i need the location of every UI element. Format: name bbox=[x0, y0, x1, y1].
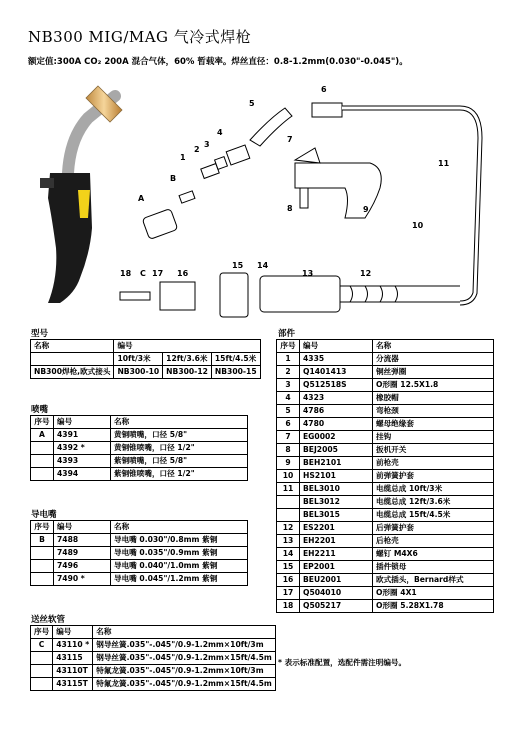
callout-18: 18 bbox=[120, 269, 132, 278]
parts-code: 4786 bbox=[300, 405, 373, 418]
parts-code: EG0002 bbox=[300, 431, 373, 444]
table-row bbox=[31, 560, 248, 573]
parts-table bbox=[276, 339, 494, 613]
liner-header-name: 名称 bbox=[93, 626, 276, 639]
table-row bbox=[277, 548, 494, 561]
table-row bbox=[277, 561, 494, 574]
callout-10: 10 bbox=[412, 221, 424, 230]
parts-code: EP2001 bbox=[300, 561, 373, 574]
nozzle-code: 4393 bbox=[54, 455, 111, 468]
parts-name: 挂钩 bbox=[373, 431, 494, 444]
page-title: NB300 MIG/MAG 气冷式焊枪 bbox=[28, 28, 252, 46]
parts-name: O形圈 4X1 bbox=[373, 587, 494, 600]
parts-idx: 2 bbox=[277, 366, 300, 379]
table-row bbox=[277, 535, 494, 548]
parts-code: BEL3012 bbox=[300, 496, 373, 509]
parts-idx: 16 bbox=[277, 574, 300, 587]
nozzle-header-code: 编号 bbox=[54, 416, 111, 429]
nozzle-idx bbox=[31, 442, 54, 455]
table-row bbox=[277, 600, 494, 613]
callout-4: 4 bbox=[217, 128, 223, 137]
parts-idx: 10 bbox=[277, 470, 300, 483]
parts-name: 电缆总成 15ft/4.5米 bbox=[373, 509, 494, 522]
liner-section-title: 送丝软管 bbox=[31, 615, 66, 625]
tip-header-idx: 序号 bbox=[31, 521, 54, 534]
parts-idx: 14 bbox=[277, 548, 300, 561]
callout-6: 6 bbox=[321, 85, 327, 94]
callout-B: B bbox=[170, 174, 177, 183]
parts-name: 电缆总成 10ft/3米 bbox=[373, 483, 494, 496]
parts-name: 前弹簧护套 bbox=[373, 470, 494, 483]
parts-idx: 9 bbox=[277, 457, 300, 470]
parts-name: O形圈 5.28X1.78 bbox=[373, 600, 494, 613]
liner-name: 钢导丝簧.035"-.045"/0.9-1.2mm×15ft/4.5m bbox=[93, 652, 276, 665]
parts-header-idx: 序号 bbox=[277, 340, 300, 353]
parts-code: 4780 bbox=[300, 418, 373, 431]
parts-idx bbox=[277, 509, 300, 522]
liner-idx bbox=[31, 665, 53, 678]
table-row bbox=[31, 652, 276, 665]
table-row bbox=[277, 496, 494, 509]
parts-code: BEL3015 bbox=[300, 509, 373, 522]
nozzle-header-name: 名称 bbox=[111, 416, 248, 429]
parts-code: BEJ2005 bbox=[300, 444, 373, 457]
callout-2: 2 bbox=[194, 145, 200, 154]
nozzle-code: 4391 bbox=[54, 429, 111, 442]
parts-code: EH2211 bbox=[300, 548, 373, 561]
table-row bbox=[277, 522, 494, 535]
tip-header-code: 编号 bbox=[54, 521, 111, 534]
parts-code: HS2101 bbox=[300, 470, 373, 483]
parts-code: 4323 bbox=[300, 392, 373, 405]
table-row bbox=[277, 418, 494, 431]
table-row bbox=[31, 665, 276, 678]
table-row bbox=[31, 547, 248, 560]
exploded-diagram bbox=[20, 78, 500, 318]
nozzle-idx bbox=[31, 468, 54, 481]
table-row bbox=[31, 534, 248, 547]
table-row bbox=[277, 444, 494, 457]
tip-name: 导电嘴 0.045"/1.2mm 紫铜 bbox=[111, 573, 248, 586]
callout-11: 11 bbox=[438, 159, 450, 168]
parts-name: 螺母绝缘套 bbox=[373, 418, 494, 431]
nozzle-idx: A bbox=[31, 429, 54, 442]
table-row bbox=[277, 587, 494, 600]
table-row bbox=[31, 468, 248, 481]
nozzle-name: 黄铜喷嘴，口径 5/8" bbox=[111, 429, 248, 442]
callout-14: 14 bbox=[257, 261, 269, 270]
parts-code: Q512518S bbox=[300, 379, 373, 392]
parts-idx: 15 bbox=[277, 561, 300, 574]
model-header-name: 名称 bbox=[31, 340, 114, 353]
parts-idx: 1 bbox=[277, 353, 300, 366]
table-row bbox=[277, 470, 494, 483]
callout-C: C bbox=[140, 269, 146, 278]
model-length-15: 15ft/4.5米 bbox=[211, 353, 260, 366]
parts-idx: 17 bbox=[277, 587, 300, 600]
parts-idx: 11 bbox=[277, 483, 300, 496]
table-row bbox=[31, 455, 248, 468]
model-code-12: NB300-12 bbox=[163, 366, 212, 379]
tip-code: 7490 * bbox=[54, 573, 111, 586]
parts-name: 插件锁母 bbox=[373, 561, 494, 574]
tip-idx bbox=[31, 573, 54, 586]
nozzle-name: 紫铜锥喷嘴，口径 1/2" bbox=[111, 468, 248, 481]
tip-code: 7496 bbox=[54, 560, 111, 573]
table-row bbox=[31, 442, 248, 455]
table-row bbox=[277, 431, 494, 444]
table-row bbox=[277, 509, 494, 522]
liner-name: 特氟龙簧.035"-.045"/0.9-1.2mm×10ft/3m bbox=[93, 665, 276, 678]
callout-16: 16 bbox=[177, 269, 189, 278]
tip-section-title: 导电嘴 bbox=[31, 510, 57, 520]
liner-name: 钢导丝簧.035"-.045"/0.9-1.2mm×10ft/3m bbox=[93, 639, 276, 652]
parts-idx: 4 bbox=[277, 392, 300, 405]
parts-name: 铜丝弹圈 bbox=[373, 366, 494, 379]
liner-header-code: 编号 bbox=[53, 626, 93, 639]
callout-A: A bbox=[138, 194, 145, 203]
parts-name: 前枪壳 bbox=[373, 457, 494, 470]
callout-13: 13 bbox=[302, 269, 314, 278]
liner-code: 43115T bbox=[53, 678, 93, 691]
table-row bbox=[277, 457, 494, 470]
table-row bbox=[277, 483, 494, 496]
tip-name: 导电嘴 0.040"/1.0mm 紫铜 bbox=[111, 560, 248, 573]
parts-idx: 5 bbox=[277, 405, 300, 418]
rating-line: 额定值:300A CO₂ 200A 混合气体，60% 暂载率。焊丝直径：0.8-1.2mm(0.030"-0.045")。 bbox=[28, 57, 408, 67]
nozzle-name: 紫铜喷嘴，口径 5/8" bbox=[111, 455, 248, 468]
liner-code: 43110T bbox=[53, 665, 93, 678]
parts-name: 弯枪颈 bbox=[373, 405, 494, 418]
callout-15: 15 bbox=[232, 261, 244, 270]
liner-code: 43110 * bbox=[53, 639, 93, 652]
parts-code: BEH2101 bbox=[300, 457, 373, 470]
tip-code: 7489 bbox=[54, 547, 111, 560]
table-row bbox=[277, 366, 494, 379]
model-code-15: NB300-15 bbox=[211, 366, 260, 379]
table-row bbox=[31, 678, 276, 691]
tip-idx bbox=[31, 560, 54, 573]
callout-5: 5 bbox=[249, 99, 255, 108]
callout-12: 12 bbox=[360, 269, 372, 278]
table-row bbox=[277, 392, 494, 405]
callout-17: 17 bbox=[152, 269, 164, 278]
callout-3: 3 bbox=[204, 140, 210, 149]
parts-code: ES2201 bbox=[300, 522, 373, 535]
parts-idx: 8 bbox=[277, 444, 300, 457]
parts-name: 橡胶帽 bbox=[373, 392, 494, 405]
parts-code: EH2201 bbox=[300, 535, 373, 548]
table-row bbox=[277, 405, 494, 418]
liner-code: 43115 bbox=[53, 652, 93, 665]
liner-header-idx: 序号 bbox=[31, 626, 53, 639]
parts-name: 分流器 bbox=[373, 353, 494, 366]
parts-code: BEU2001 bbox=[300, 574, 373, 587]
parts-name: 电缆总成 12ft/3.6米 bbox=[373, 496, 494, 509]
model-header-code: 编号 bbox=[114, 340, 260, 353]
liner-idx: C bbox=[31, 639, 53, 652]
parts-code: Q505217 bbox=[300, 600, 373, 613]
tip-table bbox=[30, 520, 248, 586]
callout-1: 1 bbox=[180, 153, 186, 162]
model-empty-cell bbox=[31, 353, 114, 366]
tip-code: 7488 bbox=[54, 534, 111, 547]
parts-code: Q504010 bbox=[300, 587, 373, 600]
table-row bbox=[31, 573, 248, 586]
table-row bbox=[31, 639, 276, 652]
nozzle-code: 4392 * bbox=[54, 442, 111, 455]
model-length-10: 10ft/3米 bbox=[114, 353, 163, 366]
footnote: * 表示标准配置，选配件需注明编号。 bbox=[278, 658, 407, 667]
parts-section-title: 部件 bbox=[278, 329, 296, 339]
parts-name: 扳机开关 bbox=[373, 444, 494, 457]
parts-code: Q1401413 bbox=[300, 366, 373, 379]
nozzle-idx bbox=[31, 455, 54, 468]
parts-idx: 7 bbox=[277, 431, 300, 444]
parts-code: BEL3010 bbox=[300, 483, 373, 496]
liner-name: 特氟龙簧.035"-.045"/0.9-1.2mm×15ft/4.5m bbox=[93, 678, 276, 691]
liner-idx bbox=[31, 652, 53, 665]
callout-8: 8 bbox=[287, 204, 293, 213]
parts-header-code: 编号 bbox=[300, 340, 373, 353]
tip-idx: B bbox=[31, 534, 54, 547]
table-row bbox=[277, 353, 494, 366]
nozzle-code: 4394 bbox=[54, 468, 111, 481]
liner-table bbox=[30, 625, 276, 691]
callout-7: 7 bbox=[287, 135, 293, 144]
table-row bbox=[277, 574, 494, 587]
model-table bbox=[30, 339, 261, 379]
table-row bbox=[277, 379, 494, 392]
model-section-title: 型号 bbox=[31, 329, 49, 339]
parts-name: 后弹簧护套 bbox=[373, 522, 494, 535]
nozzle-section-title: 喷嘴 bbox=[31, 405, 49, 415]
table-row bbox=[31, 429, 248, 442]
parts-idx bbox=[277, 496, 300, 509]
tip-header-name: 名称 bbox=[111, 521, 248, 534]
assembled-torch bbox=[40, 86, 122, 303]
callout-9: 9 bbox=[363, 205, 369, 214]
nozzle-name: 黄铜锥喷嘴，口径 1/2" bbox=[111, 442, 248, 455]
nozzle-table bbox=[30, 415, 248, 481]
tip-idx bbox=[31, 547, 54, 560]
parts-idx: 12 bbox=[277, 522, 300, 535]
parts-idx: 18 bbox=[277, 600, 300, 613]
parts-name: 螺钉 M4X6 bbox=[373, 548, 494, 561]
parts-idx: 6 bbox=[277, 418, 300, 431]
parts-idx: 13 bbox=[277, 535, 300, 548]
model-row-name: NB300焊枪,欧式接头 bbox=[31, 366, 114, 379]
parts-name: 后枪壳 bbox=[373, 535, 494, 548]
model-length-12: 12ft/3.6米 bbox=[163, 353, 212, 366]
liner-idx bbox=[31, 678, 53, 691]
tip-name: 导电嘴 0.035"/0.9mm 紫铜 bbox=[111, 547, 248, 560]
parts-name: 欧式插头，Bernard样式 bbox=[373, 574, 494, 587]
parts-header-name: 名称 bbox=[373, 340, 494, 353]
parts-idx: 3 bbox=[277, 379, 300, 392]
tip-name: 导电嘴 0.030"/0.8mm 紫铜 bbox=[111, 534, 248, 547]
parts-name: O形圈 12.5X1.8 bbox=[373, 379, 494, 392]
nozzle-header-idx: 序号 bbox=[31, 416, 54, 429]
model-code-10: NB300-10 bbox=[114, 366, 163, 379]
parts-code: 4335 bbox=[300, 353, 373, 366]
